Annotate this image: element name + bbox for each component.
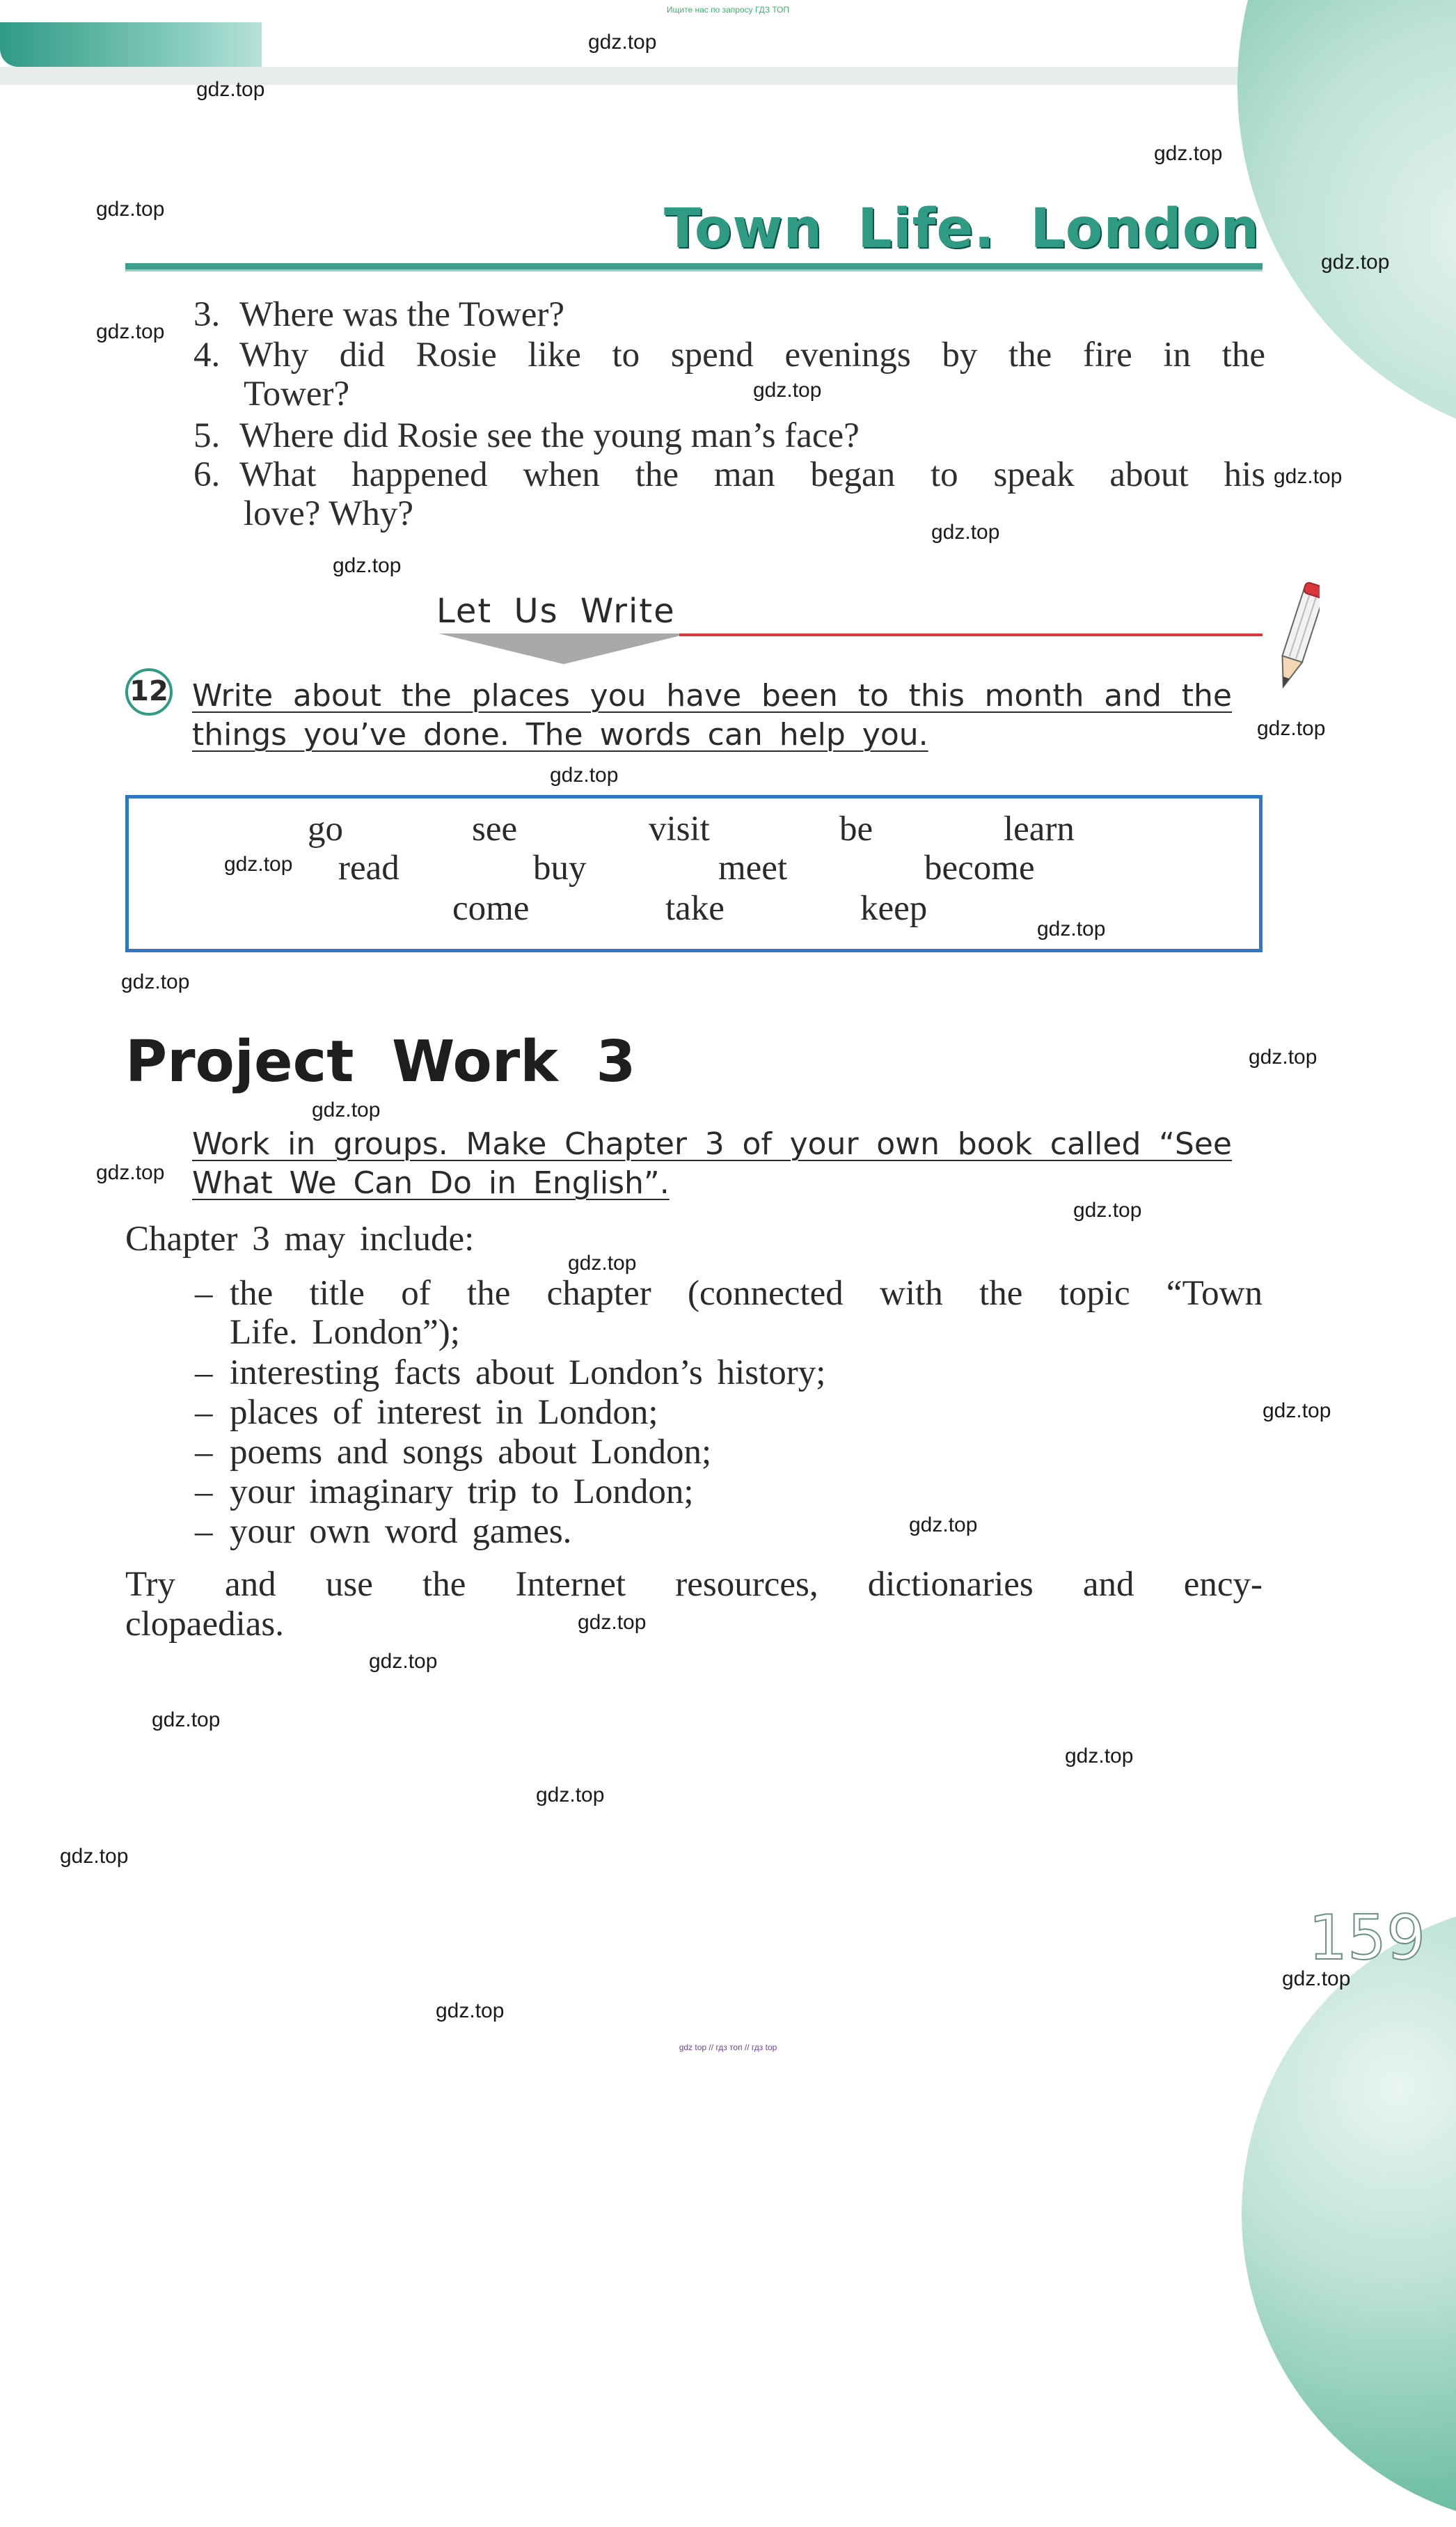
footer-links[interactable]: gdz top // гдз топ // гдз top: [679, 2042, 777, 2052]
watermark: gdz.top: [96, 198, 165, 221]
list-item: – interesting facts about London’s history;: [195, 1353, 826, 1392]
question-6: [193, 455, 1265, 494]
question-number: 6.: [193, 455, 221, 494]
word: go: [308, 810, 343, 849]
word: see: [472, 810, 518, 849]
watermark: gdz.top: [333, 554, 402, 577]
question-number: 4.: [193, 336, 221, 375]
title-underline-light: [125, 269, 1263, 271]
search-hint: Ищите нас по запросу ГДЗ ТОП: [666, 5, 790, 15]
question-5: [193, 416, 860, 455]
watermark: gdz.top: [1257, 717, 1326, 740]
watermark: gdz.top: [1282, 1967, 1351, 1990]
question-4-continuation: Tower?: [244, 375, 350, 414]
word: buy: [533, 849, 587, 888]
question-number: 5.: [193, 416, 221, 455]
pencil-icon: [1278, 578, 1320, 696]
project-instruction-line-1: Work in groups. Make Chapter 3 of your own book called “See: [192, 1126, 1232, 1162]
watermark: gdz.top: [1321, 251, 1390, 274]
watermark: gdz.top: [60, 1845, 129, 1868]
list-item: – your imaginary trip to London;: [195, 1472, 694, 1511]
watermark: gdz.top: [536, 1784, 605, 1806]
list-item: – poems and songs about London;: [195, 1433, 712, 1472]
watermark: gdz.top: [121, 970, 190, 993]
watermark: gdz.top: [96, 1161, 165, 1184]
chapter-intro: Chapter 3 may include:: [125, 1220, 475, 1259]
project-instruction-line-2: What We Can Do in English”.: [192, 1165, 670, 1201]
watermark: gdz.top: [931, 521, 1000, 544]
closing-line-1: Try and use the Internet resources, dictionaries and ency-: [125, 1565, 1263, 1604]
exercise-instruction-line-1: Write about the places you have been to this month and the: [192, 678, 1232, 714]
question-text: Where did Rosie see the young man’s face?: [239, 416, 860, 455]
question-text: What happened when the man began to speak about his: [239, 455, 1265, 494]
question-3: [193, 295, 564, 334]
exercise-number-badge: 12: [125, 668, 173, 716]
exercise-instruction-line-2: things you’ve done. The words can help you.: [192, 717, 928, 753]
title-underline: [125, 263, 1263, 269]
watermark: gdz.top: [550, 764, 619, 787]
watermark: gdz.top: [1073, 1199, 1142, 1222]
watermark: gdz.top: [909, 1513, 978, 1536]
corner-circle-bottom-right: [1242, 1900, 1456, 2527]
closing-line-2: clopaedias.: [125, 1605, 284, 1644]
watermark: gdz.top: [1154, 142, 1223, 165]
watermark: gdz.top: [96, 320, 165, 343]
list-item: – the title of the chapter (connected with the topic “Town: [195, 1274, 1263, 1313]
word: learn: [1004, 810, 1075, 849]
word: come: [452, 889, 530, 928]
watermark: gdz.top: [369, 1650, 438, 1673]
question-text: Why did Rosie like to spend evenings by the fire in the: [239, 336, 1265, 375]
heading-red-line: [679, 633, 1263, 636]
section-heading-let-us-write: Let Us Write: [436, 592, 676, 631]
page-number: 159: [1308, 1902, 1425, 1974]
list-item-continuation: Life. London”);: [230, 1313, 460, 1352]
watermark: gdz.top: [196, 78, 265, 101]
question-text: Where was the Tower?: [239, 295, 565, 334]
word: be: [839, 810, 873, 849]
word: read: [338, 849, 399, 888]
watermark: gdz.top: [753, 379, 822, 402]
watermark: gdz.top: [1037, 918, 1106, 940]
top-tab-decoration: [0, 22, 262, 67]
watermark: gdz.top: [152, 1708, 221, 1731]
word: become: [924, 849, 1035, 888]
watermark: gdz.top: [1065, 1745, 1134, 1768]
watermark: gdz.top: [1263, 1399, 1331, 1422]
watermark: gdz.top: [568, 1252, 637, 1275]
watermark: gdz.top: [1249, 1046, 1317, 1069]
watermark: gdz.top: [1274, 465, 1343, 488]
project-work-title: Project Work 3: [125, 1029, 636, 1095]
watermark: gdz.top: [312, 1099, 381, 1121]
word: keep: [860, 889, 928, 928]
list-item: – your own word games.: [195, 1512, 572, 1551]
question-6-continuation: love? Why?: [244, 494, 414, 533]
question-4: [193, 336, 1265, 375]
word: take: [665, 889, 725, 928]
list-item: – places of interest in London;: [195, 1393, 658, 1432]
watermark: gdz.top: [588, 31, 657, 54]
question-number: 3.: [193, 295, 221, 334]
word: meet: [718, 849, 788, 888]
watermark: gdz.top: [224, 853, 293, 876]
corner-circle-top-right: [1237, 0, 1456, 448]
page-title: Town Life. London: [663, 198, 1260, 260]
heading-arrow: [438, 633, 689, 664]
watermark: gdz.top: [578, 1611, 647, 1634]
word: visit: [649, 810, 710, 849]
watermark: gdz.top: [436, 1999, 505, 2022]
